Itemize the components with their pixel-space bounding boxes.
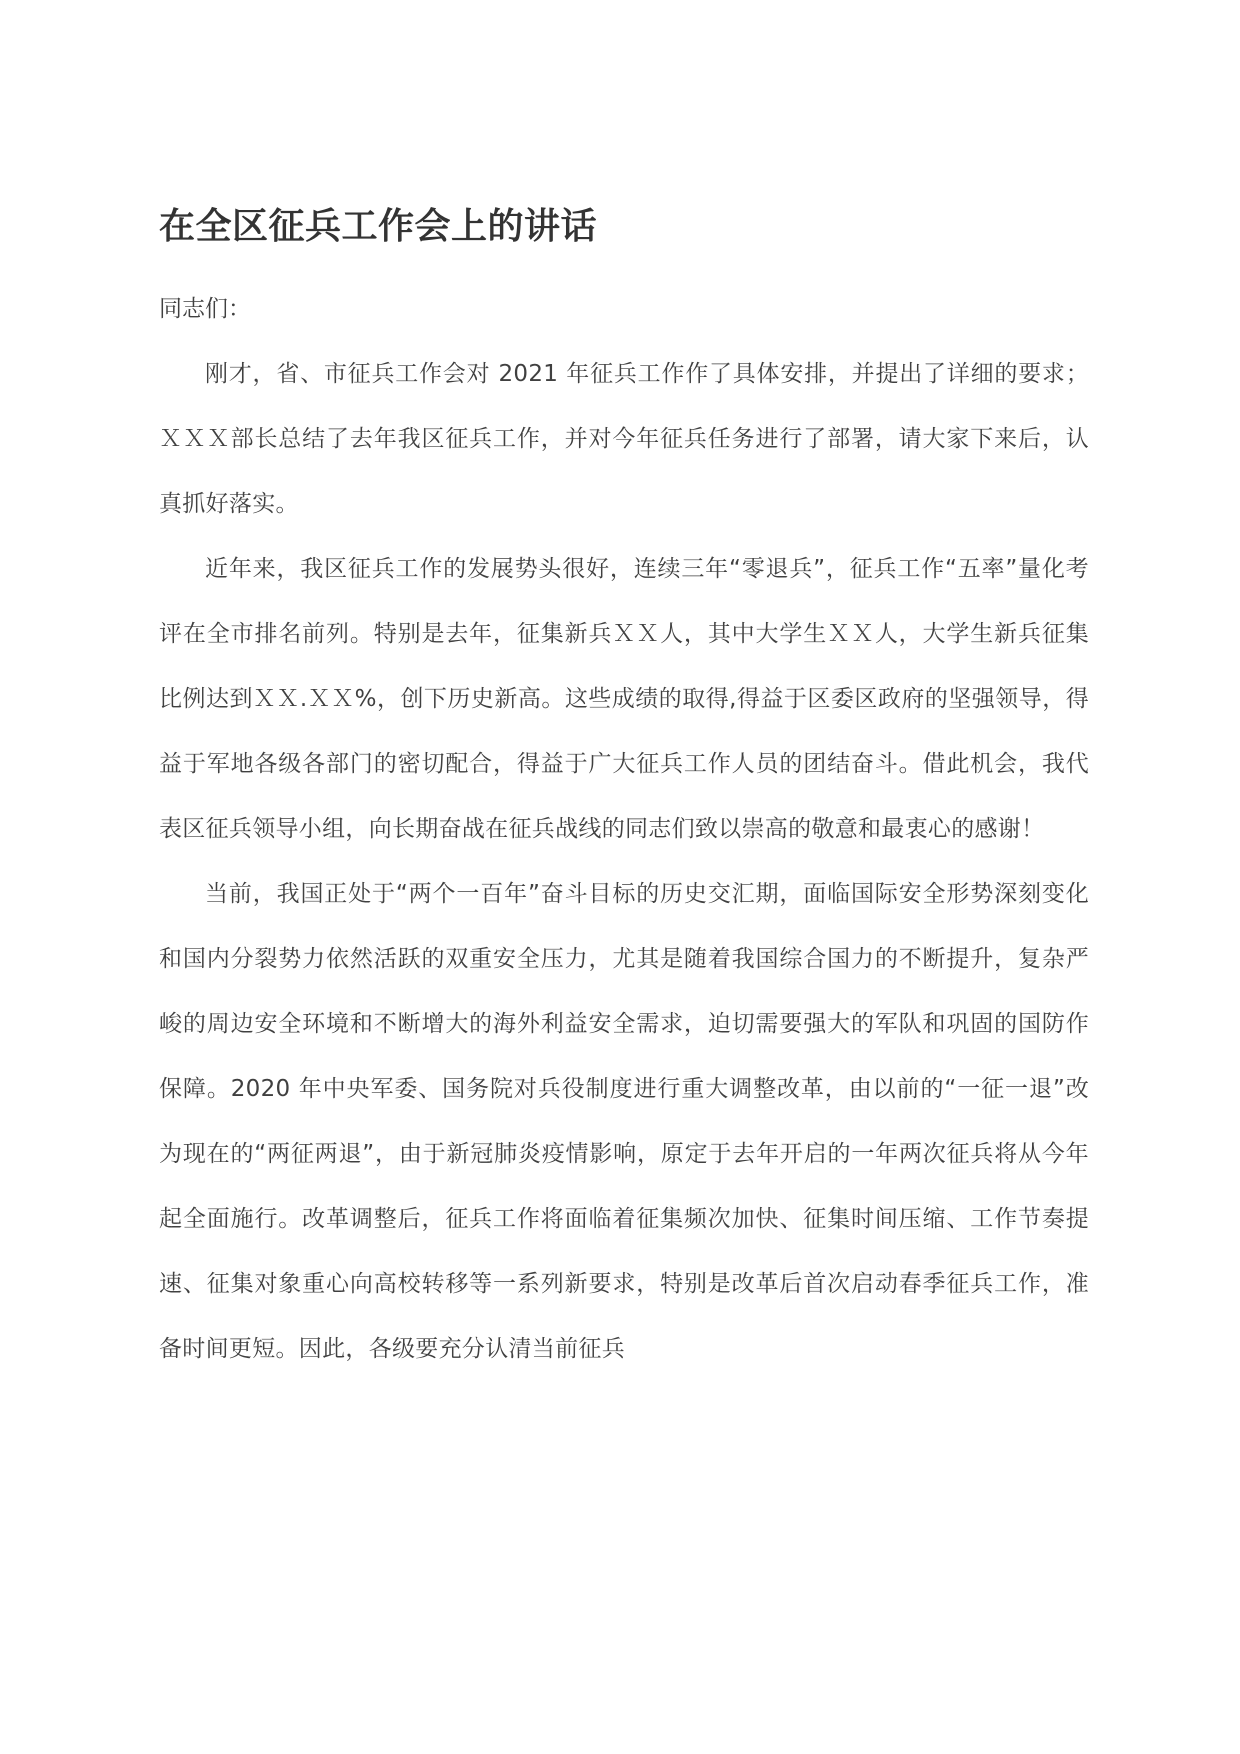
paragraph-2: 近年来，我区征兵工作的发展势头很好，连续三年“零退兵”，征兵工作“五率”量化考评在全市排名前列。特别是去年，征集新兵ＸＸ人，其中大学生ＸＸ人，大学生新兵征集比例达到ＸＸ.ＸＸ%，创下历史新高。这些成绩的取得,得益于区委区政府的坚强领导，得益于军地各级各部门的密切配合，得益于广大征兵工作人员的团结奋斗。借此机会，我代表区征兵领导小组，向长期奋战在征兵战线的同志们致以崇高的敬意和最衷心的感谢！ [159,556,1089,842]
document-title: 在全区征兵工作会上的讲话 [159,206,598,247]
salutation: 同志们： [159,296,251,322]
paragraph-1: 刚才，省、市征兵工作会对 2021 年征兵工作作了具体安排，并提出了详细的要求；ＸＸＸ部长总结了去年我区征兵工作，并对今年征兵任务进行了部署，请大家下来后，认真抓好落实。 [159,361,1089,517]
paragraph-3: 当前，我国正处于“两个一百年”奋斗目标的历史交汇期，面临国际安全形势深刻变化和国内分裂势力依然活跃的双重安全压力，尤其是随着我国综合国力的不断提升，复杂严峻的周边安全环境和不断增大的海外利益安全需求，迫切需要强大的军队和巩固的国防作保障。2020 年中央军委、国务院对兵役制度进行重大调整改革，由以前的“一征一退”改为现在的“两征两退”，由于新冠肺炎疫情影响，原定于去年开启的一年两次征兵将从今年起全面施行。改革调整后，征兵工作将面临着征集频次加快、征集时间压缩、工作节奏提速、征集对象重心向高校转移等一系列新要求，特别是改革后首次启动春季征兵工作，准备时间更短。因此，各级要充分认清当前征兵 [159,881,1089,1362]
document-body [159,200,1089,1382]
